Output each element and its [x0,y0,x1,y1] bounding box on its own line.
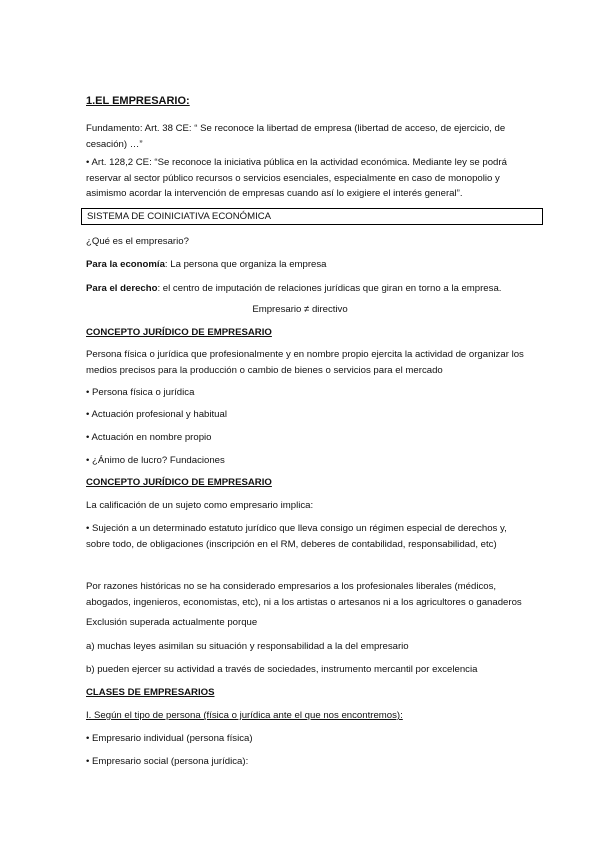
economia-label: Para la economía [86,259,165,270]
list-item: • Persona física o jurídica [86,387,195,398]
art128-paragraph: • Art. 128,2 CE: “Se reconoce la iniciativa pública en la actividad económica. Mediante ley se podrá reservar al sector público recursos o servicios esenciales, especialmente en caso de monopolio y asimismo acordar la intervención de empresas cuando así lo exigiere el interés general”. [86,157,507,199]
derecho-label: Para el derecho [86,283,158,294]
list-item: • Empresario social (persona jurídica): [86,756,249,767]
empresario-directivo-line: Empresario ≠ directivo [252,304,348,315]
question-line: ¿Qué es el empresario? [86,236,189,247]
list-item: • Actuación en nombre propio [86,432,212,443]
economia-line [86,257,327,273]
fundamento-paragraph: Fundamento: Art. 38 CE: “ Se reconoce la libertad de empresa (libertad de acceso, de ejercicio, de cesación) …” [86,123,506,150]
sujecion-bullet: • Sujeción a un determinado estatuto jurídico que lleva consigo un régimen especial de derechos y, sobre todo, de obligaciones (inscripción en el RM, deberes de contabilidad, responsabilidad, etc) [86,523,507,550]
clases-subheading: I. Según el tipo de persona (física o jurídica ante el que nos encontremos): [86,710,403,721]
concepto-definition: Persona física o jurídica que profesionalmente y en nombre propio ejercita la actividad de organizar los medios precisos para la producción o cambio de bienes o servicios para el mercado [86,349,524,376]
item-a: a) muchas leyes asimilan su situación y responsabilidad a la del empresario [86,641,409,652]
concepto-heading-1: CONCEPTO JURÍDICO DE EMPRESARIO [86,327,272,338]
list-item: • Empresario individual (persona física) [86,733,253,744]
item-b: b) pueden ejercer su actividad a través de sociedades, instrumento mercantil por excelencia [86,664,478,675]
calificacion-intro: La calificación de un sujeto como empresario implica: [86,500,314,511]
page-title: 1.EL EMPRESARIO: [86,95,190,107]
derecho-text: : el centro de imputación de relaciones jurídicas que giran en torno a la empresa. [157,283,502,294]
sistema-box: SISTEMA DE COINICIATIVA ECONÓMICA [81,208,543,225]
list-item: • Actuación profesional y habitual [86,409,227,420]
derecho-line [86,281,501,297]
clases-heading: CLASES DE EMPRESARIOS [86,687,215,698]
economia-text: : La persona que organiza la empresa [164,259,327,270]
exclusion-line: Exclusión superada actualmente porque [86,617,258,628]
list-item: • ¿Ánimo de lucro? Fundaciones [86,455,225,466]
razones-historicas-paragraph: Por razones históricas no se ha considerado empresarios a los profesionales liberales (médicos, abogados, ingenieros, economistas, etc), ni a los artistas o artesanos ni a los agricultores o ganaderos [86,581,522,608]
concepto-heading-2: CONCEPTO JURÍDICO DE EMPRESARIO [86,477,272,488]
